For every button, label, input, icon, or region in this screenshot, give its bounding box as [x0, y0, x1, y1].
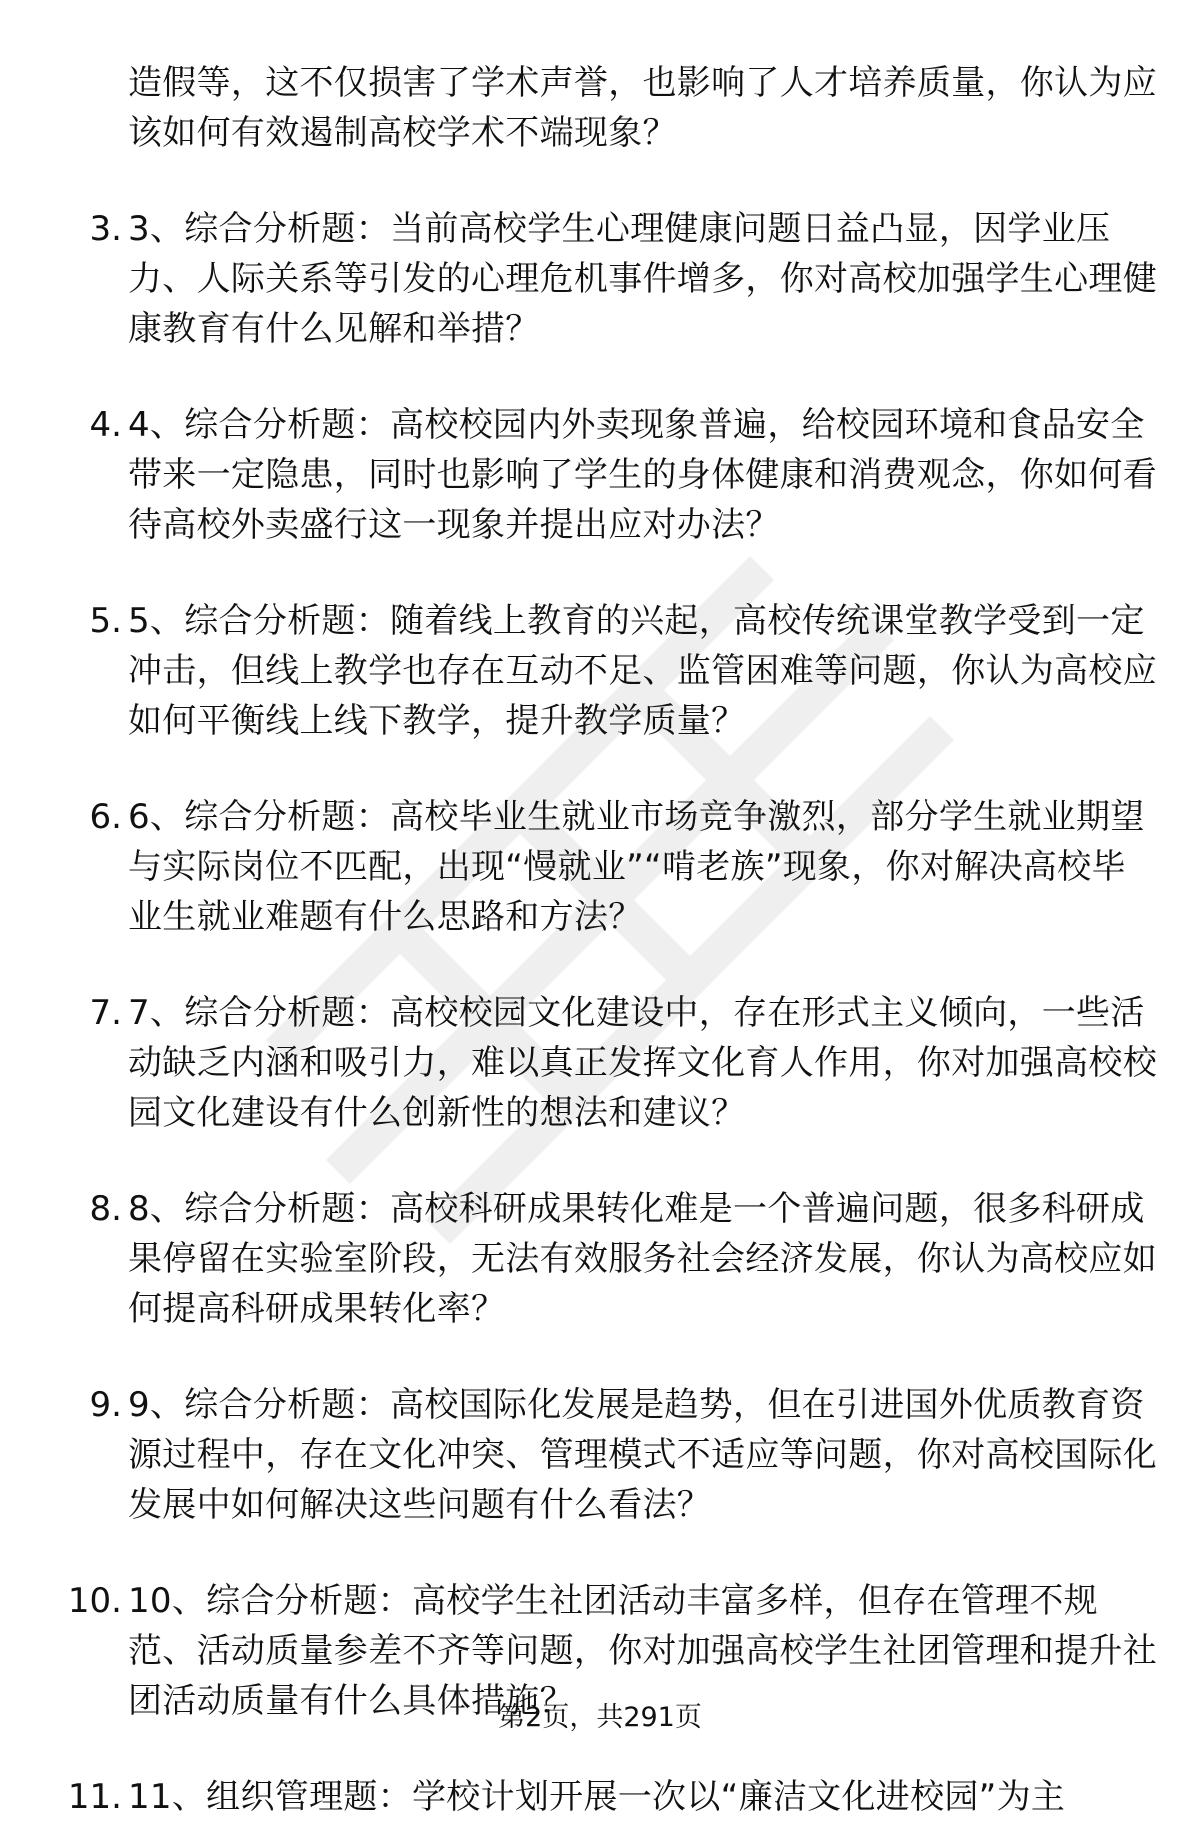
list-item-text: 3、综合分析题：当前高校学生心理健康问题日益凸显，因学业压力、人际关系等引发的心理危机事件增多，你对高校加强学生心理健康教育有什么见解和举措？ — [128, 209, 1157, 349]
list-item — [0, 1380, 1200, 1530]
list-item-text: 8、综合分析题：高校科研成果转化难是一个普遍问题，很多科研成果停留在实验室阶段，无法有效服务社会经济发展，你认为高校应如何提高科研成果转化率？ — [128, 1189, 1157, 1329]
list-item-number: 7. — [89, 993, 122, 1033]
list-item-number: 5. — [89, 601, 122, 641]
list-item — [0, 792, 1200, 942]
page-footer: 第2页，共291页 — [498, 1702, 702, 1733]
continued-question-text: 造假等，这不仅损害了学术声誉，也影响了人才培养质量，你认为应该如何有效遏制高校学术不端现象？ — [128, 63, 1157, 153]
list-item — [0, 204, 1200, 354]
list-item-number: 10. — [67, 1581, 122, 1621]
list-item-number: 3. — [89, 209, 122, 249]
list-item-number: 9. — [89, 1385, 122, 1425]
list-item-text: 10、综合分析题：高校学生社团活动丰富多样，但存在管理不规范、活动质量参差不齐等问题，你对加强高校学生社团管理和提升社团活动质量有什么具体措施？ — [128, 1581, 1157, 1721]
list-item — [0, 400, 1200, 550]
list-item-text: 6、综合分析题：高校毕业生就业市场竞争激烈，部分学生就业期望与实际岗位不匹配，出现“慢就业”“啃老族”现象，你对解决高校毕业生就业难题有什么思路和方法？ — [128, 797, 1145, 937]
list-item — [0, 1772, 1200, 1822]
list-item-number: 4. — [89, 405, 122, 445]
list-item — [0, 988, 1200, 1138]
list-item-text: 4、综合分析题：高校校园内外卖现象普遍，给校园环境和食品安全带来一定隐患，同时也影响了学生的身体健康和消费观念，你如何看待高校外卖盛行这一现象并提出应对办法？ — [128, 405, 1157, 545]
list-item-text: 5、综合分析题：随着线上教育的兴起，高校传统课堂教学受到一定冲击，但线上教学也存在互动不足、监管困难等问题，你认为高校应如何平衡线上线下教学，提升教学质量？ — [128, 601, 1157, 741]
content-area — [0, 58, 1200, 1822]
list-item-text: 7、综合分析题：高校校园文化建设中，存在形式主义倾向，一些活动缺乏内涵和吸引力，难以真正发挥文化育人作用，你对加强高校校园文化建设有什么创新性的想法和建议？ — [128, 993, 1157, 1133]
list-item — [0, 1184, 1200, 1334]
list-item-number: 8. — [89, 1189, 122, 1229]
list-item-number: 6. — [89, 797, 122, 837]
list-item — [0, 596, 1200, 746]
list-item-number: 11. — [67, 1777, 122, 1817]
list-item-text: 11、组织管理题：学校计划开展一次以“廉洁文化进校园”为主 — [128, 1777, 1066, 1817]
list-item-text: 9、综合分析题：高校国际化发展是趋势，但在引进国外优质教育资源过程中，存在文化冲突、管理模式不适应等问题，你对高校国际化发展中如何解决这些问题有什么看法？ — [128, 1385, 1157, 1525]
